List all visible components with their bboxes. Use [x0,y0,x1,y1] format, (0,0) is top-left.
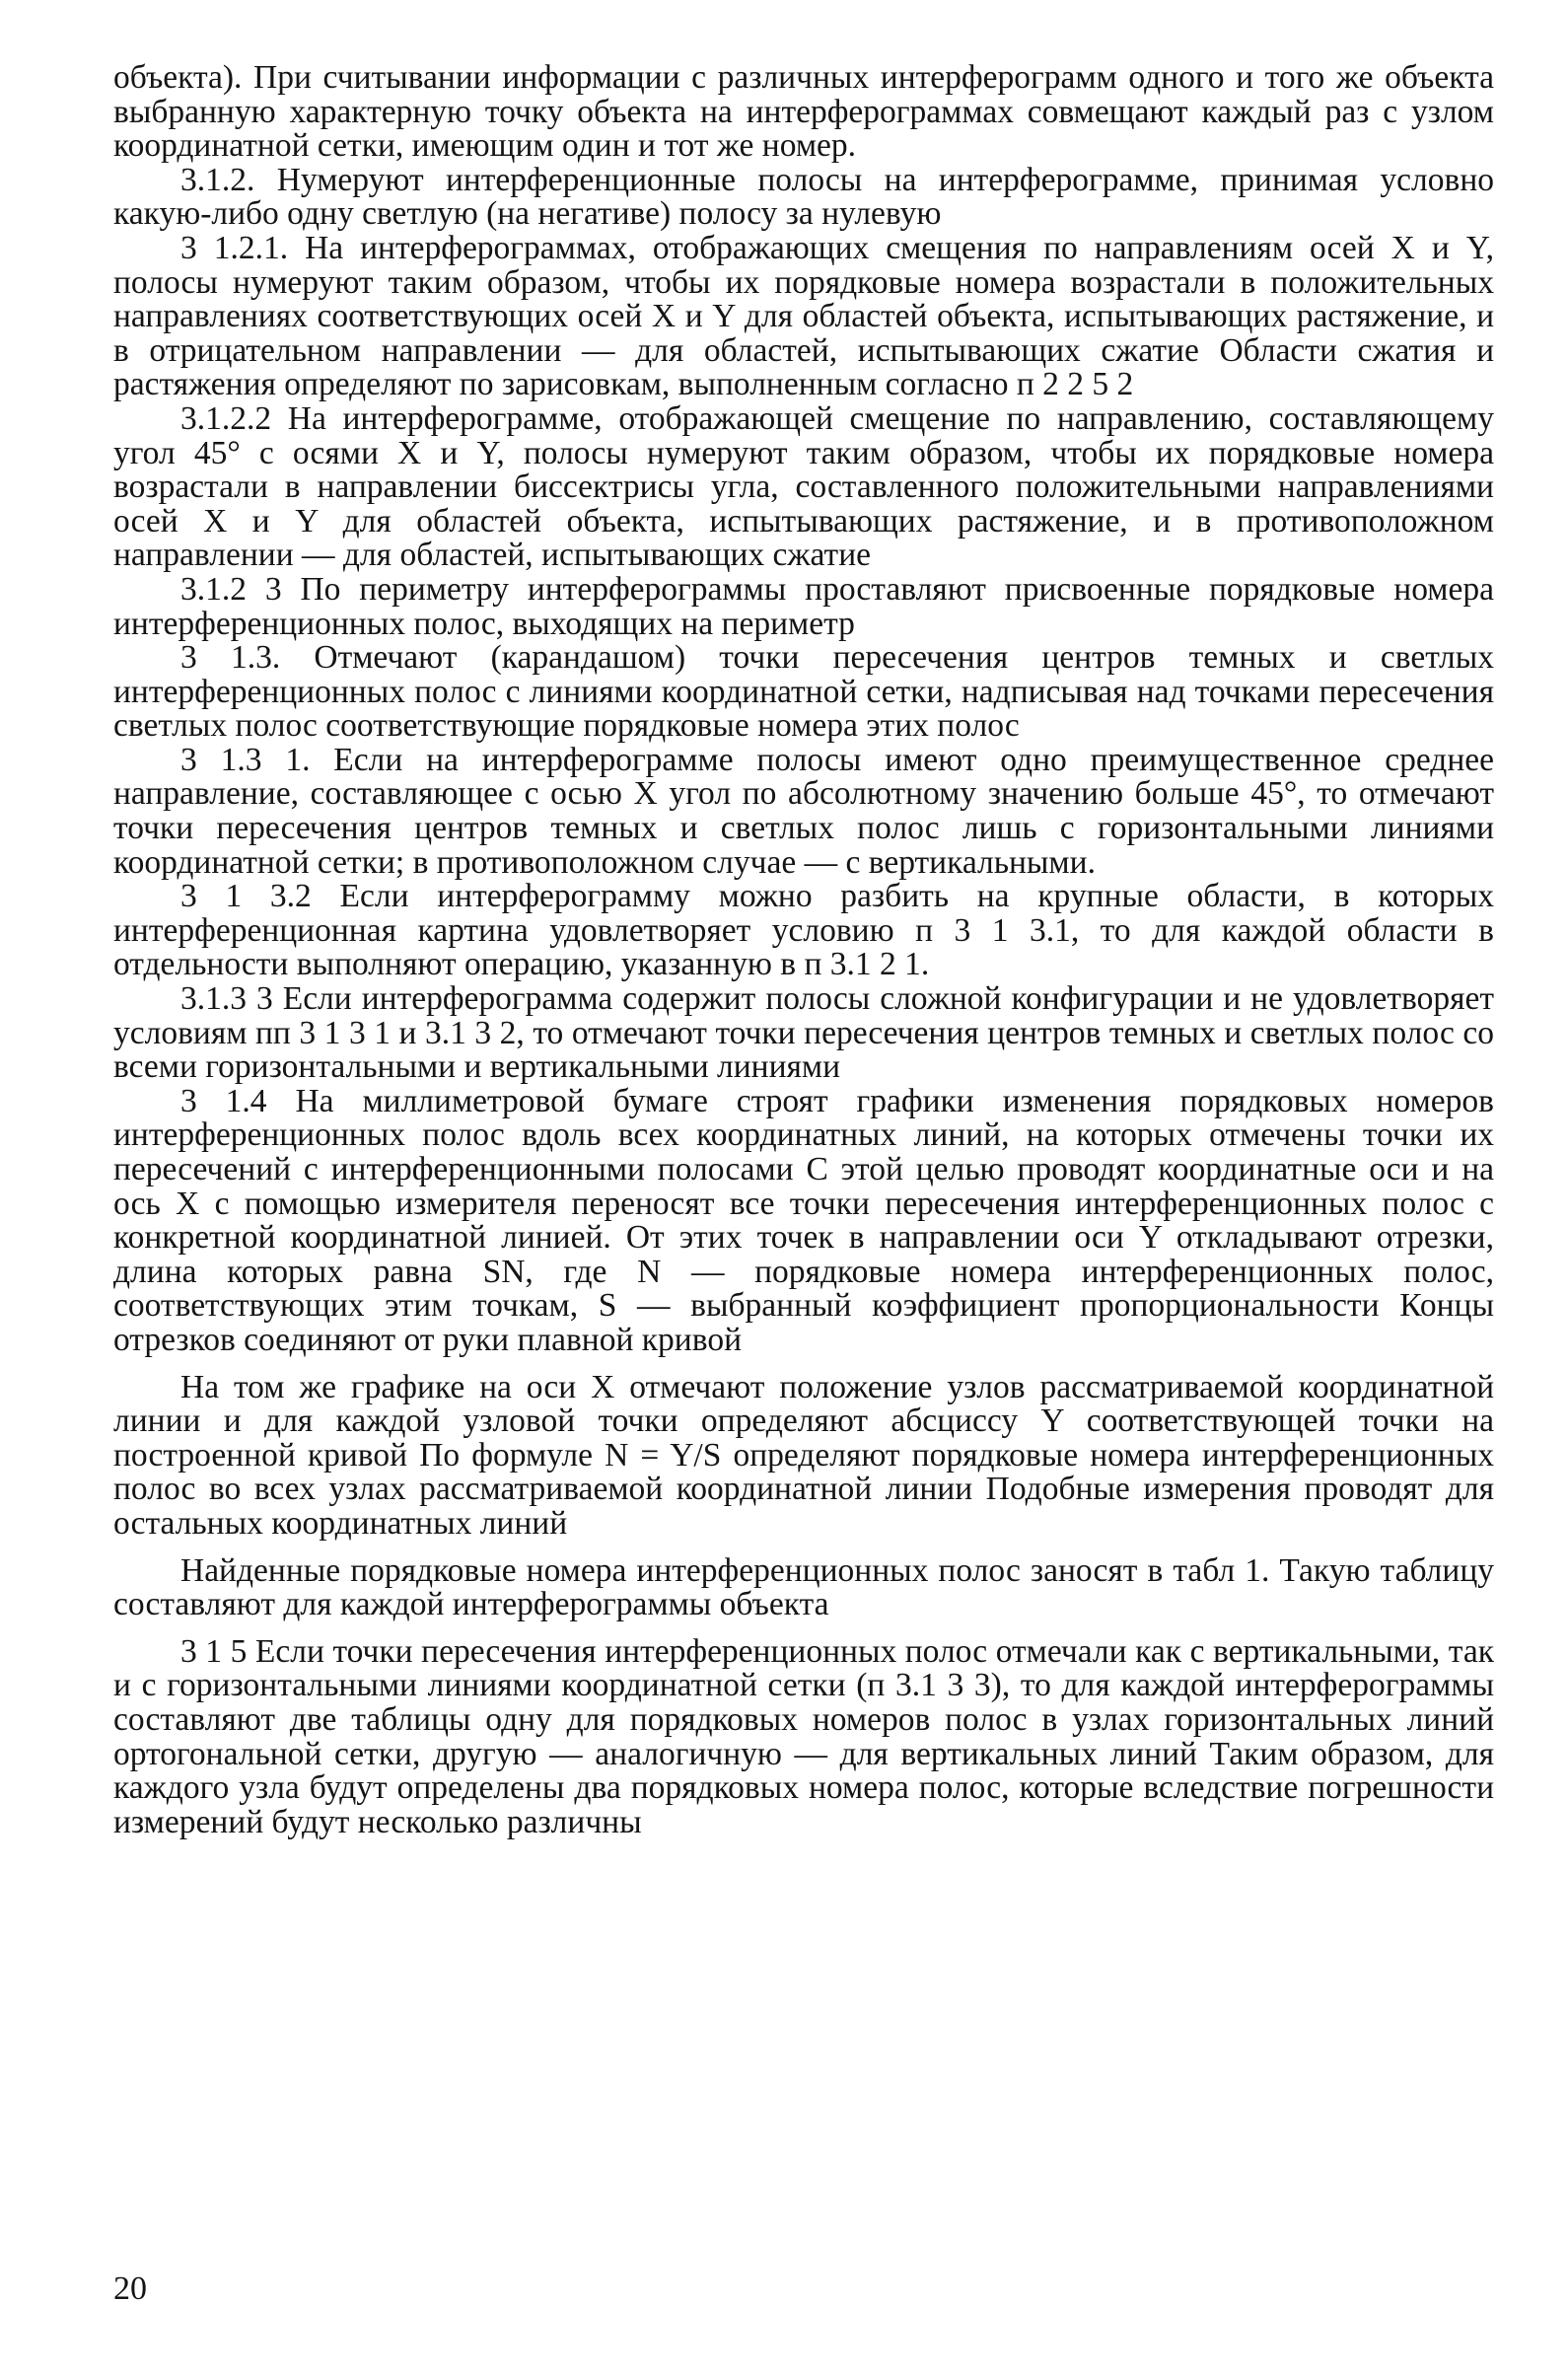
paragraph-3-1-2-3: 3.1.2 3 По периметру интерферограммы проставляют присвоенные порядковые номера интерференционных полос, выходящих на периметр [113,570,1494,642]
paragraph-3-1-3-3: 3.1.3 3 Если интерферограмма содержит полосы сложной конфигурации и не удовлетворяет условиям пп 3 1 3 1 и 3.1 3 2, то отмечают точки пересечения центров темных и светлых полос со всеми горизонтальными и вертикальными линиями [113,980,1494,1086]
page-body [113,61,1494,1839]
paragraph-graph-abscissa: На том же графике на оси X отмечают положение узлов рассматриваемой координатной линии и для каждой узловой точки определяют абсциссу Y соответствующей точки на построенной кривой По формуле N = Y/S определяют порядковые номера интерференционных полос во всех узлах рассматриваемой координатной линии Подобные измерения проводят для остальных координатных линий [113,1368,1494,1542]
paragraph-3-1-3-1: 3 1.3 1. Если на интерферограмме полосы имеют одно преимущественное среднее направление, составляющее с осью X угол по абсолютному значению больше 45°, то отмечают точки пересечения центров темных и светлых полос лишь с горизонтальными линиями координатной сетки; в противоположном случае — с вертикальными. [113,741,1494,881]
paragraph-3-1-5: 3 1 5 Если точки пересечения интерференционных полос отмечали как с вертикальными, так и с горизонтальными линиями координатной сетки (п 3.1 3 3), то для каждой интерферограммы составляют две таблицы одну для порядковых номеров полос в узлах горизонтальных линий ортогональной сетки, другую — аналогичную — для вертикальных линий Таким образом, для каждого узла будут определены два порядковых номера полос, которые вследствие погрешности измерений будут несколько различны [113,1632,1494,1840]
page-number: 20 [113,2270,147,2307]
paragraph-3-1-2-2: 3.1.2.2 На интерферограмме, отображающей смещение по направлению, составляющему угол 45° с осями X и Y, полосы нумеруют таким образом, чтобы их порядковые номера возрастали в направлении биссектрисы угла, составленного положительными направлениями осей X и Y для областей объекта, испытывающих растяжение, и в противоположном направлении — для областей, испытывающих сжатие [113,399,1494,574]
paragraph-3-1-4: 3 1.4 На миллиметровой бумаге строят графики изменения порядковых номеров интерференционных полос вдоль всех координатных линий, на которых отмечены точки их пересечений с интерференционными полосами С этой целью проводят координатные оси и на ось X с помощью измерителя переносят все точки пересечения интерференционных полос с конкретной координатной линией. От этих точек в направлении оси Y откладывают отрезки, длина которых равна SN, где N — порядковые номера интерференционных полос, соответствующих этим точкам, S — выбранный коэффициент пропорциональности Концы отрезков соединяют от руки плавной кривой [113,1082,1494,1358]
paragraph-3-1-2-1: 3 1.2.1. На интерферограммах, отображающих смещения по направлениям осей X и Y, полосы нумеруют таким образом, чтобы их порядковые номера возрастали в положительных направлениях соответствующих осей X и Y для областей объекта, испытывающих растяжение, и в отрицательном направлении — для областей, испытывающих сжатие Области сжатия и растяжения определяют по зарисовкам, выполненным согласно п 2 2 5 2 [113,229,1494,403]
paragraph-3-1-2: 3.1.2. Нумеруют интерференционные полосы на интерферограмме, принимая условно какую-либо одну светлую (на негативе) полосу за нулевую [113,161,1494,233]
paragraph-3-1-3-2: 3 1 3.2 Если интерферограмму можно разбить на крупные области, в которых интерференционная картина удовлетворяет условию п 3 1 3.1, то для каждой области в отдельности выполняют операцию, указанную в п 3.1 2 1. [113,878,1494,983]
paragraph-3-1-3: 3 1.3. Отмечают (карандашом) точки пересечения центров темных и светлых интерференционных полос с линиями координатной сетки, надписывая над точками пересечения светлых полос соответствующие порядковые номера этих полос [113,639,1494,745]
paragraph-continuation: объекта). При считывании информации с различных интерферограмм одного и того же объекта выбранную характерную точку объекта на интерферограммах совмещают каждый раз с узлом координатной сетки, имеющим один и тот же номер. [113,59,1494,165]
paragraph-table-entry: Найденные порядковые номера интерференционных полос заносят в табл 1. Такую таблицу составляют для каждой интерферограммы объекта [113,1551,1494,1623]
